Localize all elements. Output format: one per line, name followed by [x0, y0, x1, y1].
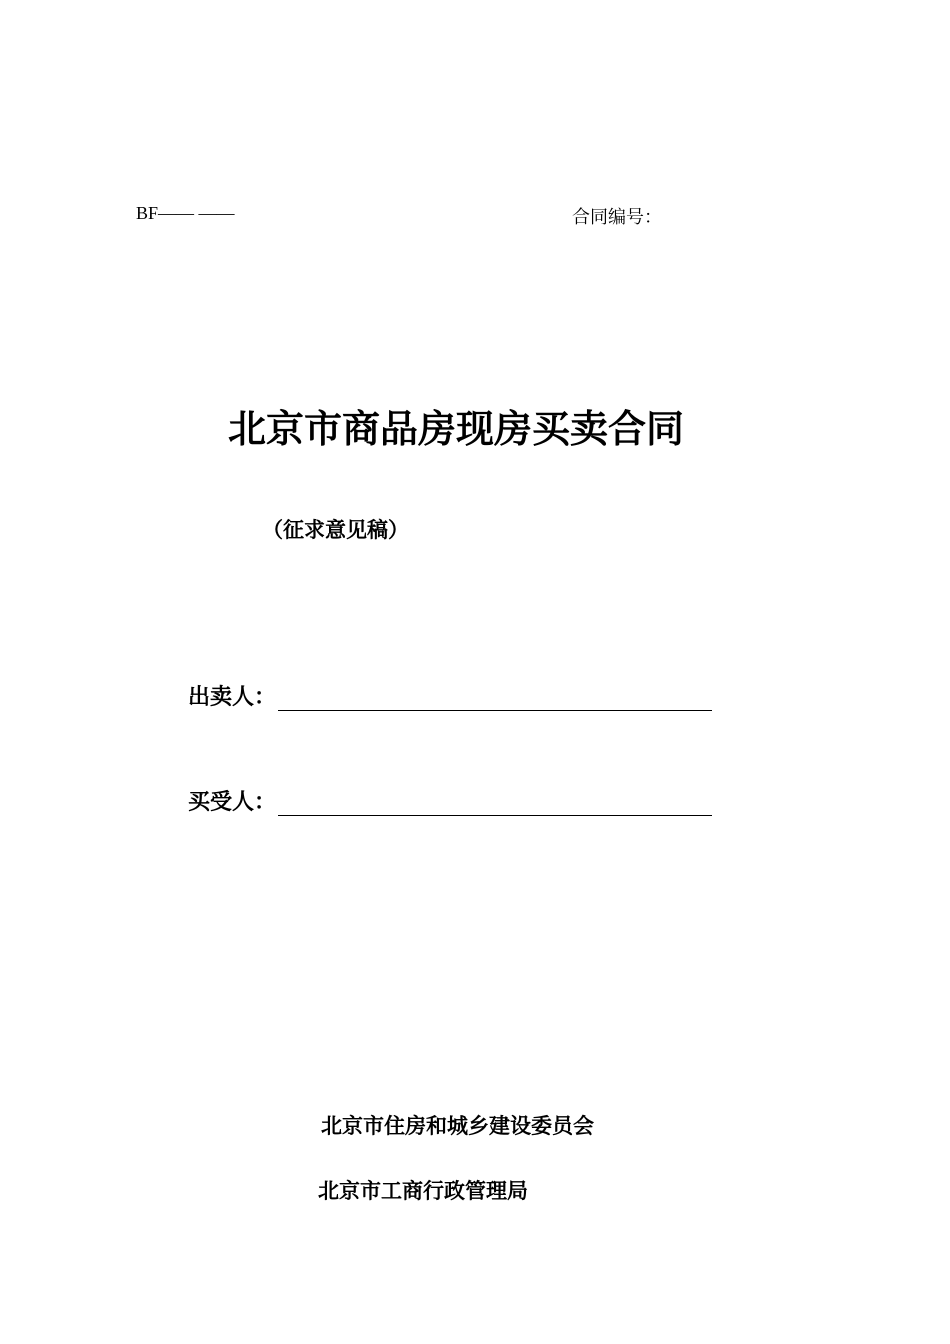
issuer-industry-commerce-bureau: 北京市工商行政管理局 [318, 1178, 528, 1203]
buyer-label: 买受人： [188, 789, 277, 815]
seller-field [188, 680, 712, 711]
form-code: BF—— —— [136, 203, 235, 223]
buyer-field [188, 785, 712, 816]
seller-label: 出卖人： [188, 684, 277, 710]
seller-blank-line [278, 684, 712, 711]
document-subtitle: （征求意见稿） [262, 517, 409, 542]
document-title: 北京市商品房现房买卖合同 [228, 406, 685, 451]
issuer-housing-commission: 北京市住房和城乡建设委员会 [321, 1113, 594, 1138]
buyer-blank-line [278, 789, 712, 816]
contract-number-label: 合同编号： [572, 207, 662, 228]
